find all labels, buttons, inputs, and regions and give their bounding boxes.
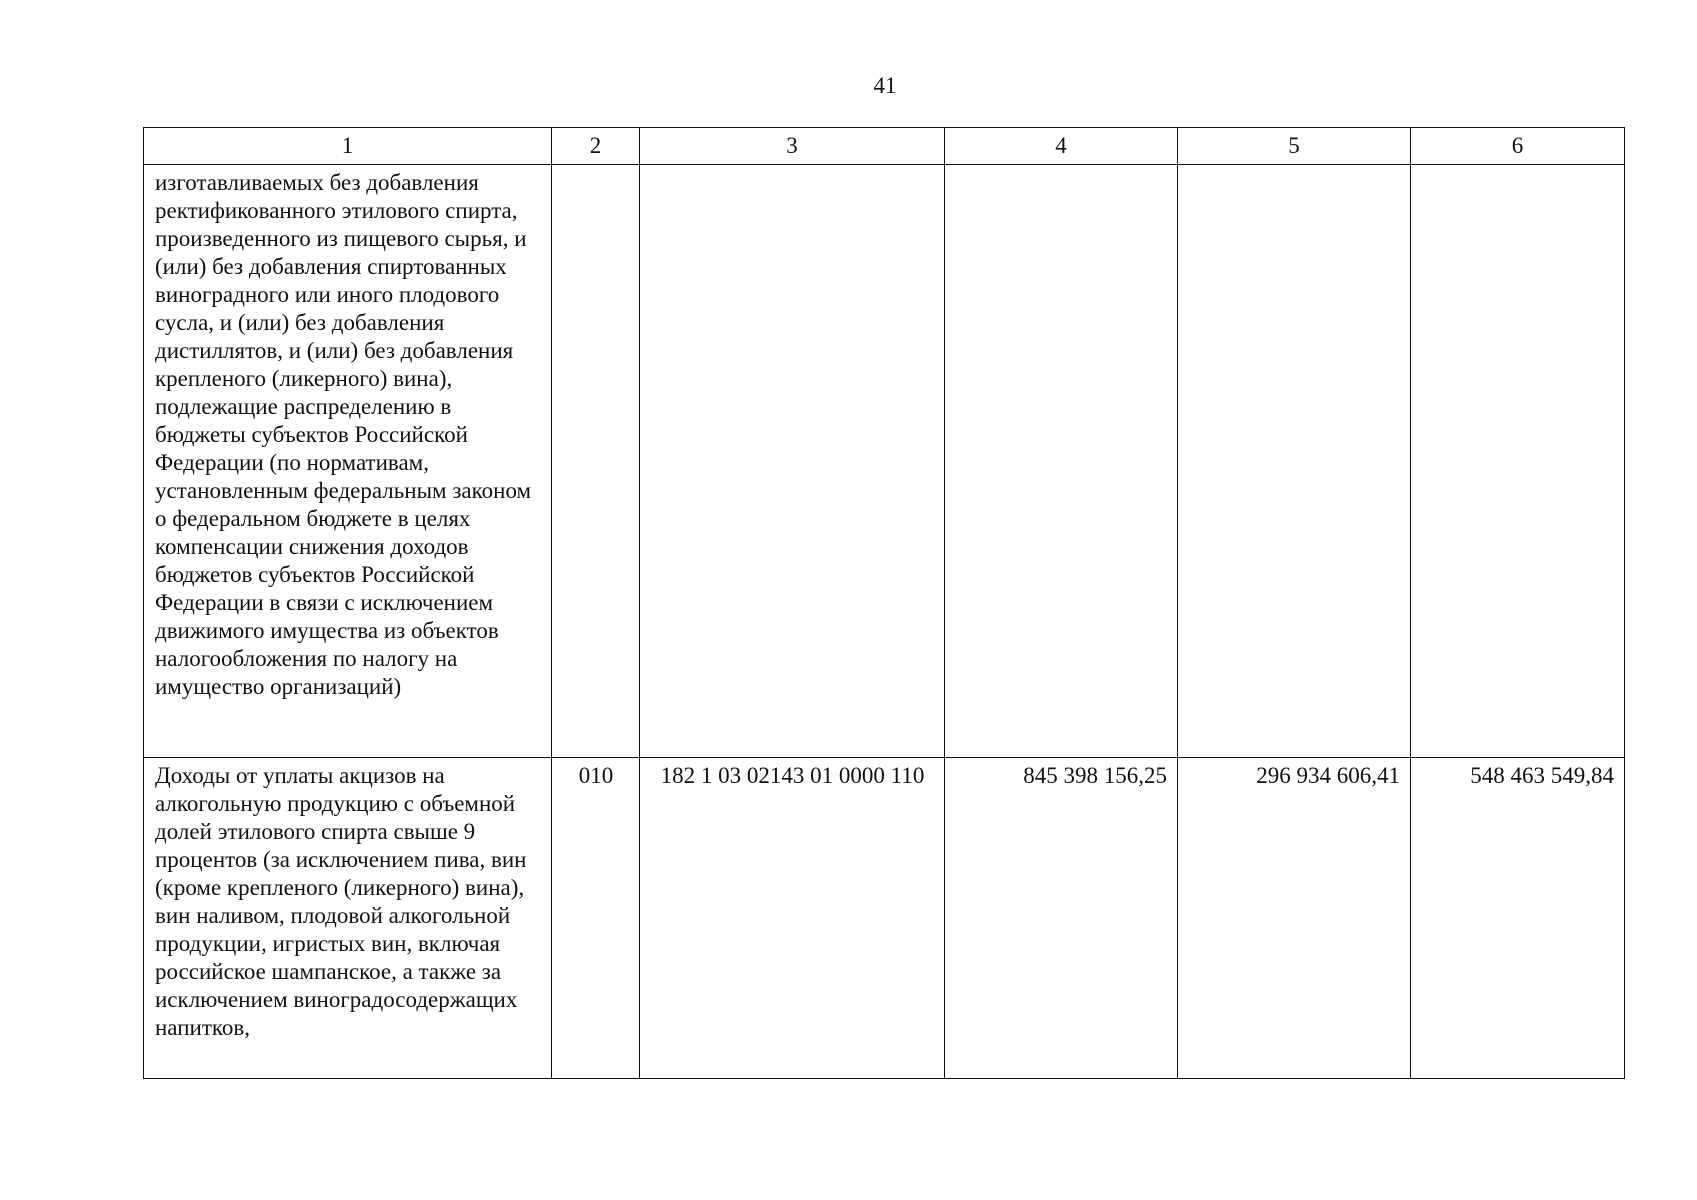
column-header-1: 1 (144, 128, 552, 165)
amount-cell-col5 (1178, 165, 1411, 758)
column-header-4: 4 (945, 128, 1178, 165)
line-code-cell: 010 (552, 758, 640, 1079)
table-row (144, 165, 1625, 758)
amount-cell-col4 (945, 165, 1178, 758)
revenue-description: изготавливаемых без добавления ректификованного этилового спирта, произведенного из пищевого сырья, и (или) без добавления спиртованных виноградного или иного плодового сусла, и (или) без добавления дистиллятов, и (или) без добавления крепленого (ликерного) вина), подлежащие распределению в бюджеты субъектов Российской Федерации (по нормативам, установленным федеральным законом о федеральном бюджете в целях компенсации снижения доходов бюджетов субъектов Российской Федерации в связи с исключением движимого имущества из объектов налогообложения по налогу на имущество организаций) (144, 165, 552, 758)
column-number-row (144, 128, 1625, 165)
budget-classification-code-cell: 182 1 03 02143 01 0000 110 (640, 758, 945, 1079)
column-header-2: 2 (552, 128, 640, 165)
amount-cell-col6 (1411, 165, 1625, 758)
column-header-6: 6 (1411, 128, 1625, 165)
amount-cell-col5: 296 934 606,41 (1178, 758, 1411, 1079)
revenue-table (143, 127, 1625, 1079)
column-header-3: 3 (640, 128, 945, 165)
amount-cell-col6: 548 463 549,84 (1411, 758, 1625, 1079)
line-code-cell (552, 165, 640, 758)
column-header-5: 5 (1178, 128, 1411, 165)
budget-classification-code-cell (640, 165, 945, 758)
amount-cell-col4: 845 398 156,25 (945, 758, 1178, 1079)
revenue-description: Доходы от уплаты акцизов на алкогольную продукцию с объемной долей этилового спирта свыше 9 процентов (за исключением пива, вин (кроме крепленого (ликерного) вина), вин наливом, плодовой алкогольной продукции, игристых вин, включая российское шампанское, а также за исключением виноградосодержащих напитков, (144, 758, 552, 1079)
table-row (144, 758, 1625, 1079)
page-number: 41 (873, 73, 897, 98)
